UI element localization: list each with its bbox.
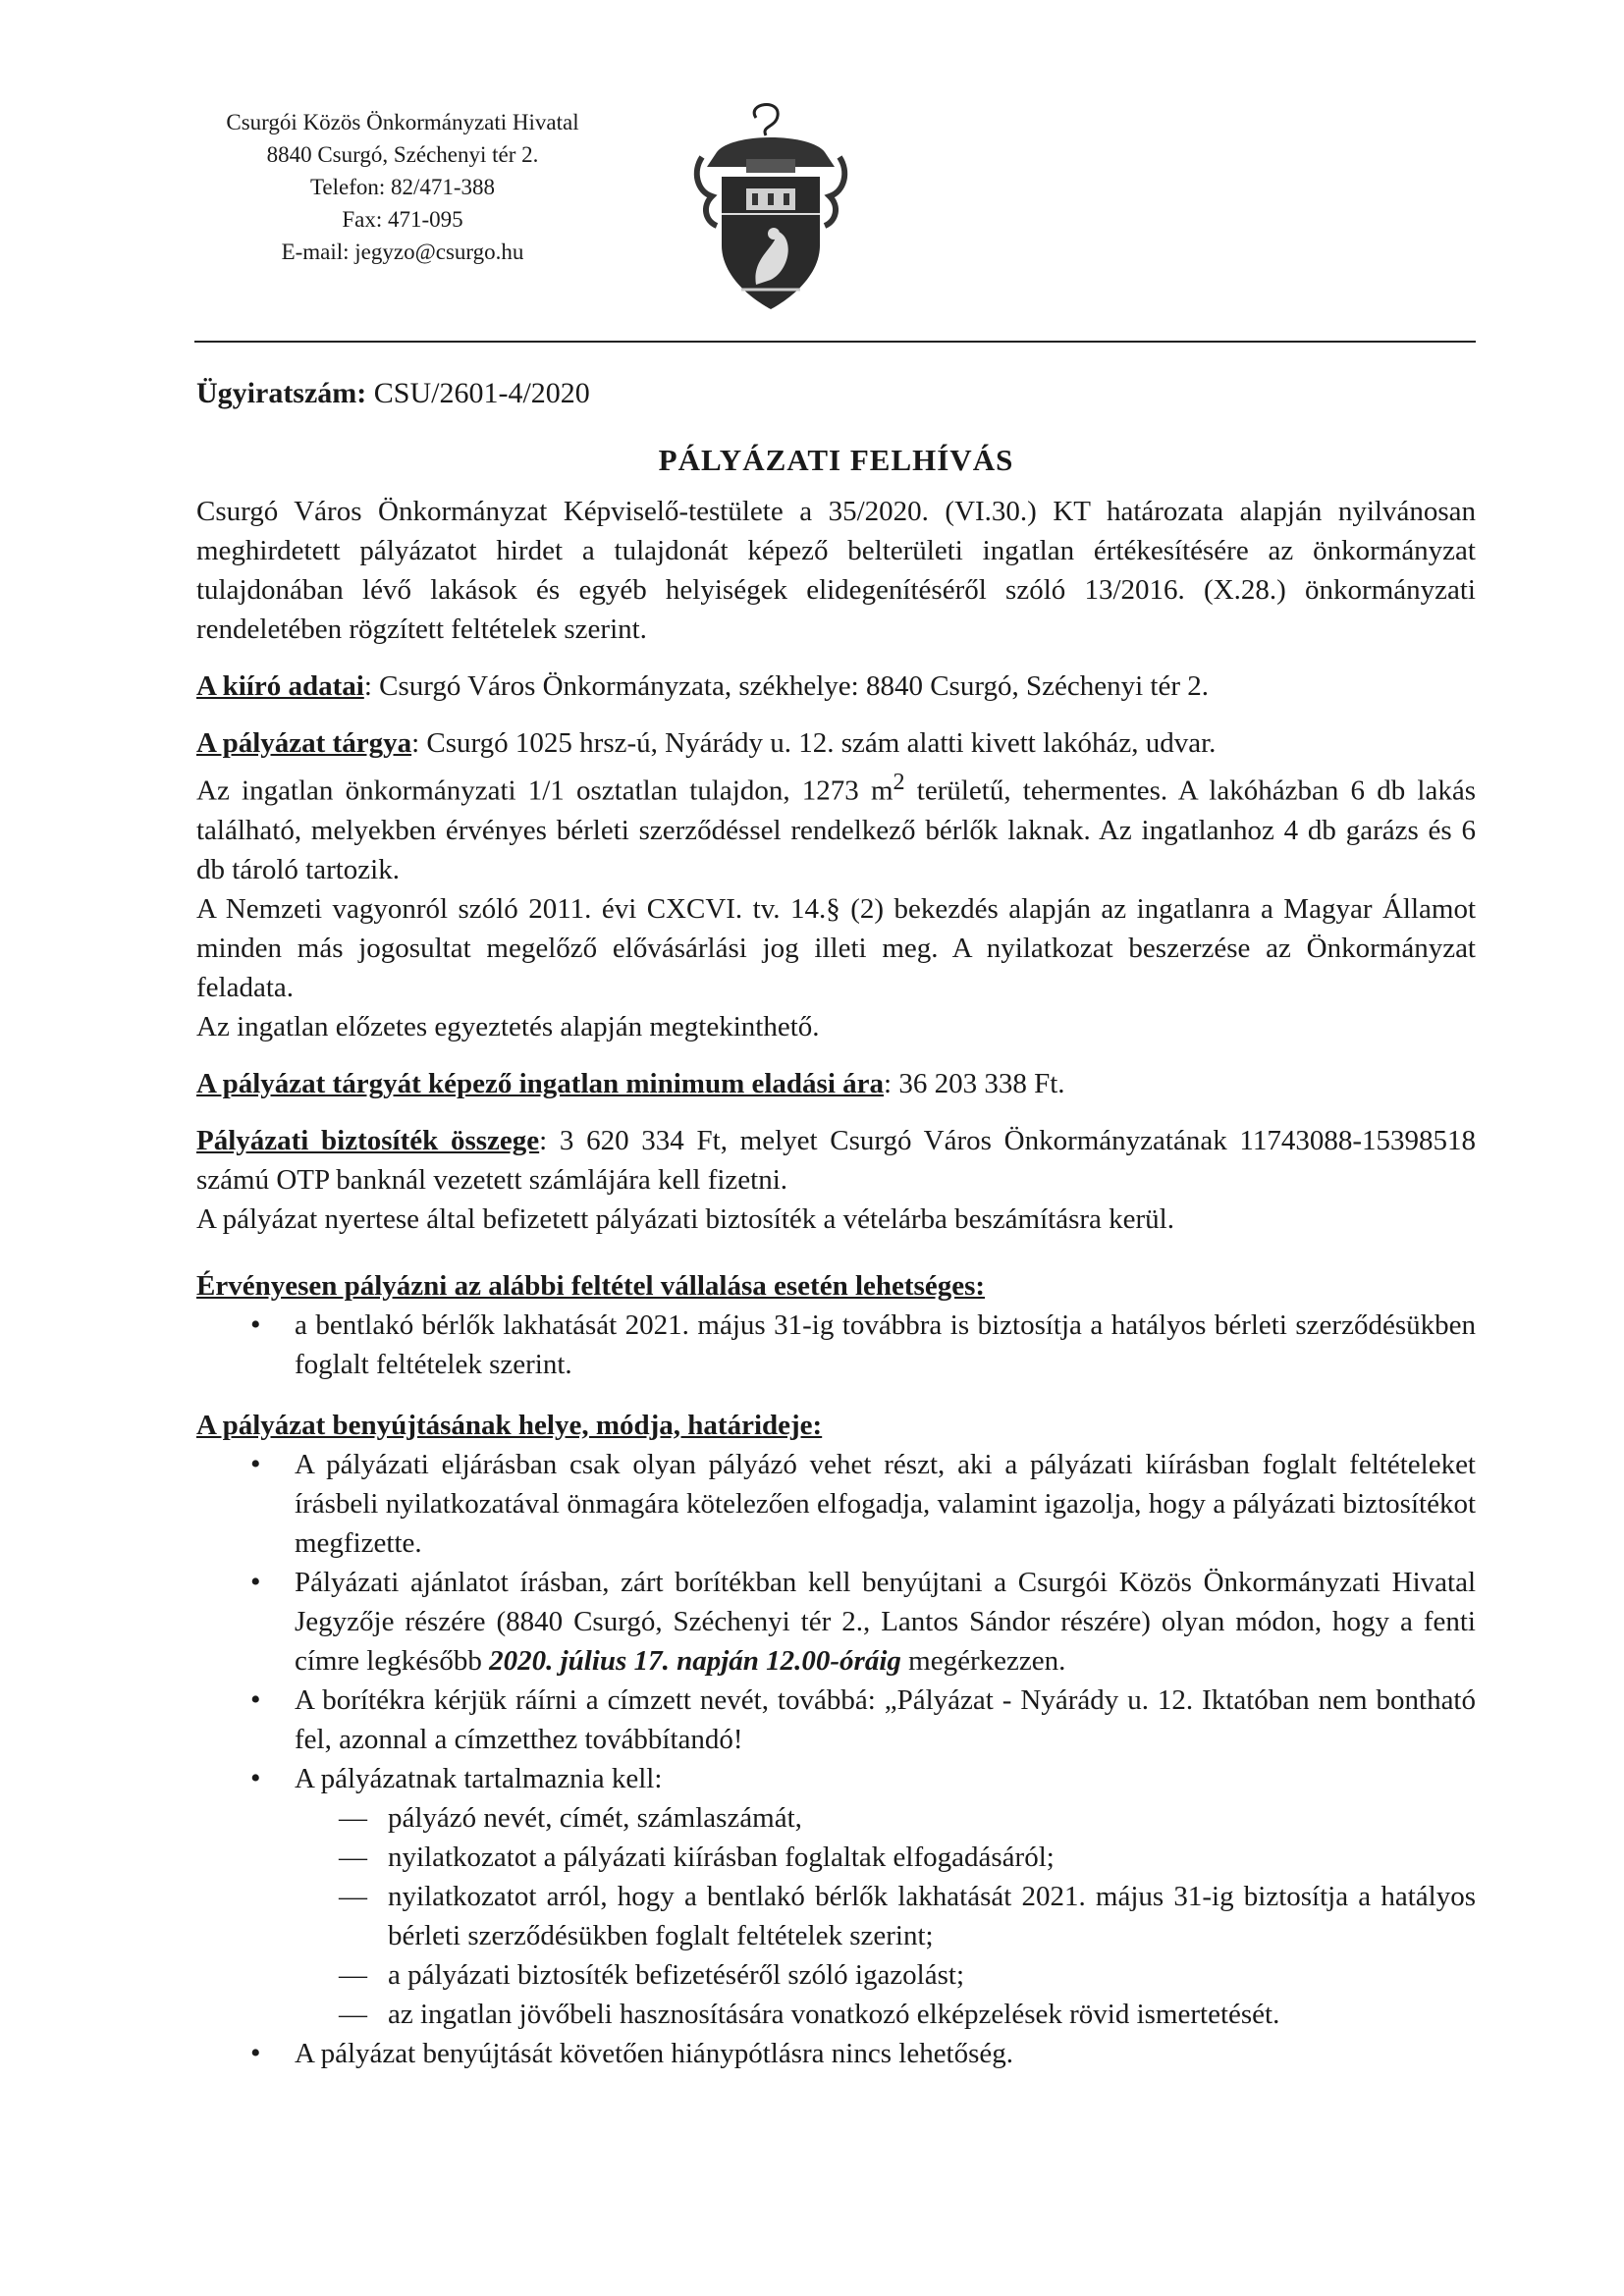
subject-details: Az ingatlan önkormányzati 1/1 osztatlan tulajdon, 1273 $m^2$ területű, tehermentes. A lakóházban 6 db lakás található, melyekben érvényes bérleti szerződéssel rendelkező bérlők laknak. Az ingatlanhoz 4 db garázs és 6 db tároló tartozik.	[196, 769, 1476, 885]
deposit-text: : 3 620 334 Ft, melyet Csurgó Város Önkormányzatának 11743088-15398518 számú OTP banknál vezetett számlájára kell fizetni.	[196, 1124, 1476, 1196]
letterhead	[147, 106, 658, 268]
office-fax: Fax: 471-095	[342, 207, 463, 232]
office-phone: Telefon: 82/471-388	[309, 175, 496, 199]
submission-list	[196, 1445, 1476, 2073]
deposit-note: A pályázat nyertese által befizetett pályázati biztosíték a vételárba beszámításra kerül.	[196, 1202, 1174, 1235]
document-body	[196, 368, 1476, 2073]
deposit-section	[196, 1121, 1476, 1239]
subject-section	[196, 723, 1476, 1046]
min-price-paragraph	[196, 1064, 1476, 1103]
submission-heading: A pályázat benyújtásának helye, módja, határideje:	[196, 1409, 823, 1441]
subject-label: A pályázat tárgya	[196, 727, 412, 759]
office-address: 8840 Csurgó, Széchenyi tér 2.	[266, 142, 539, 167]
deposit-label: Pályázati biztosíték összege	[196, 1124, 540, 1156]
list-item: • A pályázati eljárásban csak olyan pályázó vehet részt, aki a pályázati kiírásban foglalt feltételeket írásbeli nyilatkozatával önmagára kötelezően elfogadja, valamint igazolja, hogy a pályázati biztosítékot megfizette.	[196, 1445, 1476, 1563]
issuer-paragraph	[196, 667, 1476, 706]
list-item: • A pályázat benyújtását követően hiánypótlásra nincs lehetőség.	[196, 2034, 1476, 2073]
deadline: 2020. július 17. napján 12.00-óráig	[489, 1644, 901, 1677]
min-price-label: A pályázat tárgyát képező ingatlan minimum eladási ára	[196, 1067, 885, 1099]
list-item: — az ingatlan jövőbeli hasznosítására vonatkozó elképzelések rövid ismertetését.	[196, 1995, 1476, 2034]
condition-heading: Érvényesen pályázni az alábbi feltétel vállalása esetén lehetséges:	[196, 1269, 986, 1302]
list-item: — pályázó nevét, címét, számlaszámát,	[196, 1798, 1476, 1838]
office-email: E-mail: jegyzo@csurgo.hu	[281, 240, 524, 264]
list-item: • A borítékra kérjük ráírni a címzett nevét, továbbá: „Pályázat - Nyárády u. 12. Iktatóban nem bontható fel, azonnal a címzetthez továbbítandó!	[196, 1681, 1476, 1759]
document-title: PÁLYÁZATI FELHÍVÁS	[658, 443, 1014, 477]
subject-text: : Csurgó 1025 hrsz-ú, Nyárády u. 12. szám alatti kivett lakóház, udvar.	[411, 727, 1217, 759]
office-name: Csurgói Közös Önkormányzati Hivatal	[226, 110, 579, 134]
list-item: — nyilatkozatot a pályázati kiírásban foglaltak elfogadásáról;	[196, 1838, 1476, 1877]
condition-list	[196, 1306, 1476, 1384]
intro-paragraph: Csurgó Város Önkormányzat Képviselő-testülete a 35/2020. (VI.30.) KT határozata alapján nyilvánosan meghirdetett pályázatot hirdet a tulajdonát képező belterületi ingatlan értékesítésére az önkormányzat tulajdonában lévő lakások és egyéb helyiségek elidegenítéséről szóló 13/2016. (X.28.) önkormányzati rendeletében rögzített feltételek szerint.	[196, 496, 1476, 645]
issuer-label: A kiíró adatai	[196, 670, 364, 702]
viewing-note: Az ingatlan előzetes egyeztetés alapján megtekinthető.	[196, 1010, 820, 1042]
case-number-label: Ügyiratszám:	[196, 377, 367, 409]
header-divider	[194, 341, 1476, 343]
issuer-text: : Csurgó Város Önkormányzata, székhelye: 8840 Csurgó, Széchenyi tér 2.	[363, 670, 1209, 702]
coat-of-arms-icon	[687, 98, 854, 319]
required-contents-list	[196, 1798, 1476, 2034]
case-number-value: CSU/2601-4/2020	[373, 377, 590, 409]
list-item: • Pályázati ajánlatot írásban, zárt borítékban kell benyújtani a Csurgói Közös Önkormányzati Hivatal Jegyzője részére (8840 Csurgó, Széchenyi tér 2., Lantos Sándor részére) olyan módon, hogy a fenti címre legkésőbb 2020. július 17. napján 12.00-óráig megérkezzen.	[196, 1563, 1476, 1681]
list-item: • A pályázatnak tartalmaznia kell: — pályázó nevét, címét, számlaszámát, — nyilatkozatot a pályázati kiírásban foglaltak elfogadásáról; — nyilatkozatot arról, hogy a bentlakó bérlők lakhatását 2021. május 31-ig biztosítja a hatályos bérleti szerződésükben foglalt feltételek szerint; — a pályázati biztosíték befizetéséről szóló igazolást; — az ingatlan jövőbeli hasznosítására vonatkozó elképzelések rövid ismertetését.	[196, 1759, 1476, 2034]
min-price-text: : 36 203 338 Ft.	[884, 1067, 1065, 1099]
preemption-paragraph: A Nemzeti vagyonról szóló 2011. évi CXCVI. tv. 14.§ (2) bekezdés alapján az ingatlanra a Magyar Államot minden más jogosultat megelőző elővásárlási jog illeti meg. A nyilatkozat beszerzése az Önkormányzat feladata.	[196, 892, 1476, 1003]
list-item: • a bentlakó bérlők lakhatását 2021. május 31-ig továbbra is biztosítja a hatályos bérleti szerződésükben foglalt feltételek szerint.	[196, 1306, 1476, 1384]
case-number	[196, 374, 1476, 413]
list-item: — a pályázati biztosíték befizetéséről szóló igazolást;	[196, 1955, 1476, 1995]
list-item: — nyilatkozatot arról, hogy a bentlakó bérlők lakhatását 2021. május 31-ig biztosítja a hatályos bérleti szerződésükben foglalt feltételek szerint;	[196, 1877, 1476, 1955]
